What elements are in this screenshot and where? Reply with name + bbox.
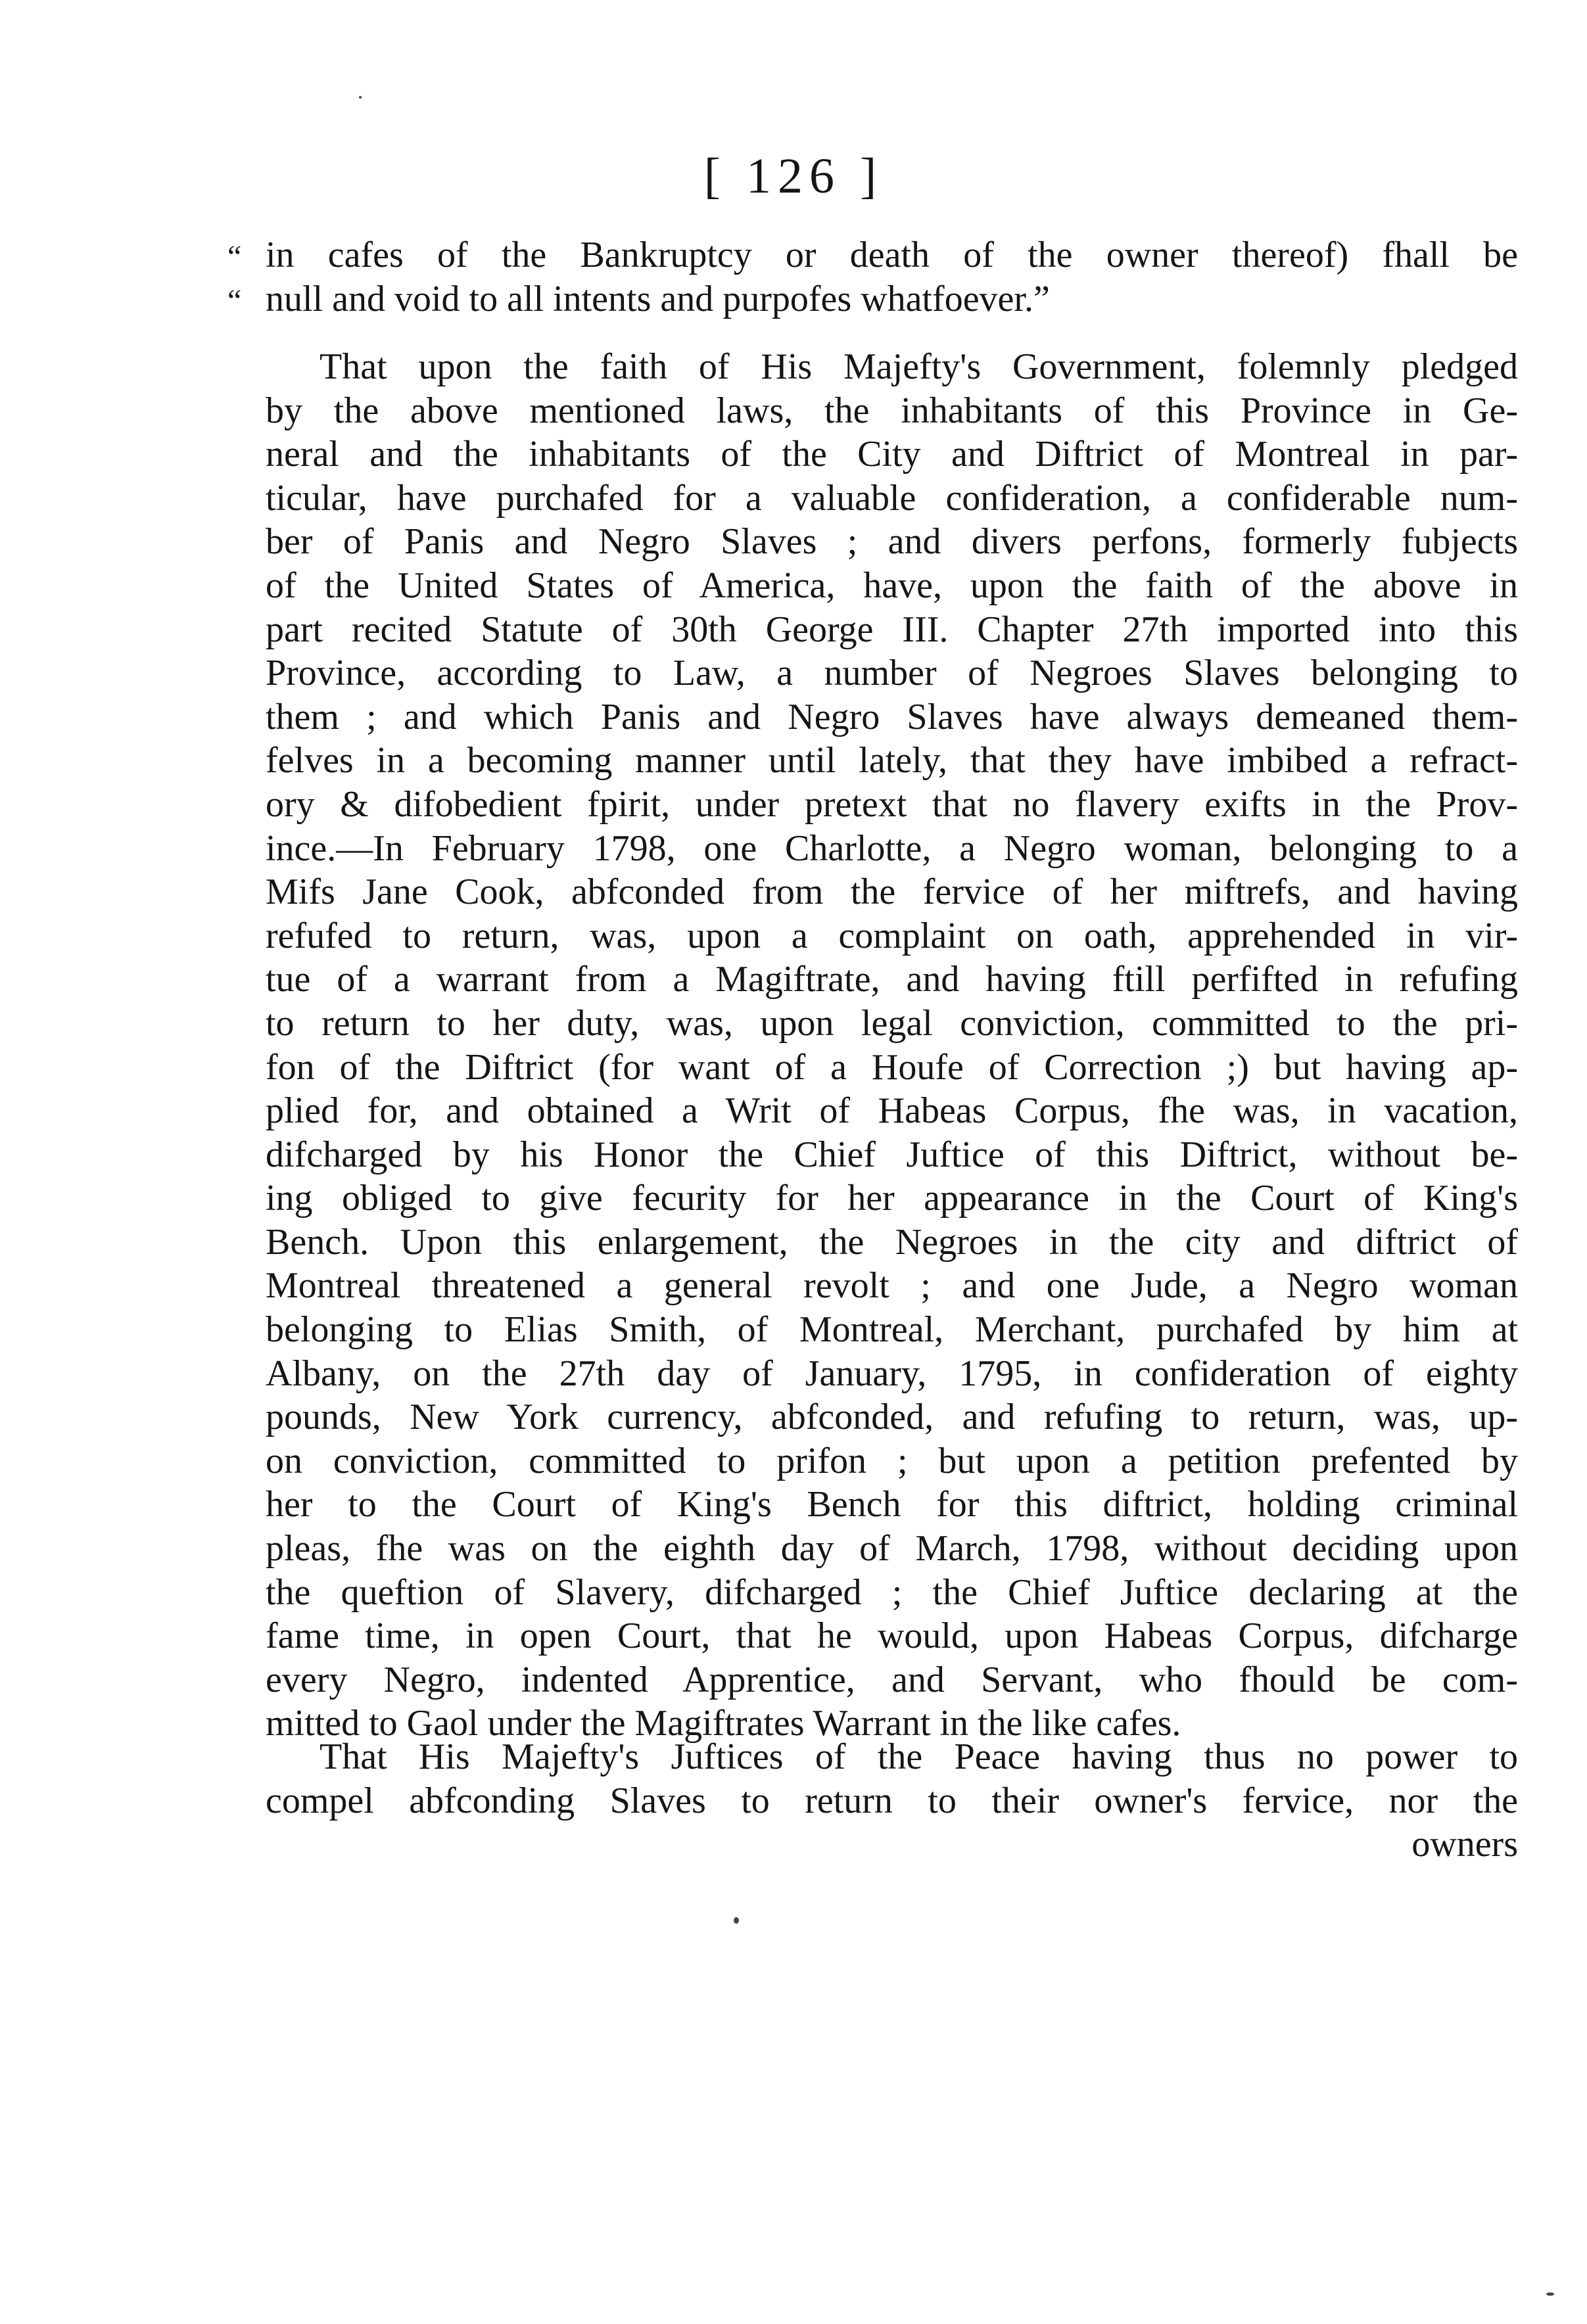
text-line: pounds, New York currency, abfconded, and refufing to return, was, up- — [266, 1397, 1518, 1438]
text-line — [227, 277, 1518, 321]
quote-mark: “ — [227, 283, 242, 318]
text-line: by the above mentioned laws, the inhabitants of this Province in Ge- — [266, 390, 1518, 431]
text-line: plied for, and obtained a Writ of Habeas Corpus, fhe was, in vacation, — [266, 1090, 1518, 1132]
quote-mark: “ — [227, 239, 242, 274]
text-line: ince.—In February 1798, one Charlotte, a Negro woman, belonging to a — [266, 827, 1518, 869]
text-line: belonging to Elias Smith, of Montreal, Merchant, purchafed by him at — [266, 1309, 1518, 1351]
ink-speck — [359, 96, 362, 99]
text-line: ory & difobedient fpirit, under pretext that no flavery exifts in the Prov- — [266, 783, 1518, 825]
text-line: That upon the faith of His Majefty's Government, folemnly pledged — [320, 346, 1518, 387]
text-line: refufed to return, was, upon a complaint on oath, apprehended in vir- — [266, 915, 1518, 956]
text-line: to return to her duty, was, upon legal conviction, committed to the pri- — [266, 1002, 1518, 1044]
text-line: Bench. Upon this enlargement, the Negroes in the city and diftrict of — [266, 1221, 1518, 1263]
text-line: her to the Court of King's Bench for this diftrict, holding criminal — [266, 1484, 1518, 1525]
ink-speck — [734, 1917, 739, 1924]
text-line: neral and the inhabitants of the City and Diftrict of Montreal in par- — [266, 434, 1518, 475]
text-line: part recited Statute of 30th George III. Chapter 27th imported into this — [266, 609, 1518, 650]
text-line: fame time, in open Court, that he would, upon Habeas Corpus, difcharge — [266, 1615, 1518, 1657]
text-line: ing obliged to give fecurity for her appearance in the Court of King's — [266, 1178, 1518, 1219]
text-line: Montreal threatened a general revolt ; and one Jude, a Negro woman — [266, 1265, 1518, 1307]
text-line: pleas, fhe was on the eighth day of March, 1798, without deciding upon — [266, 1528, 1518, 1569]
page-number: [ 126 ] — [703, 149, 884, 204]
text-line: Mifs Jane Cook, abfconded from the fervice of her miftrefs, and having — [266, 872, 1518, 913]
text-line: Province, according to Law, a number of Negroes Slaves belonging to — [266, 653, 1518, 694]
text-line: felves in a becoming manner until lately, that they have imbibed a refract- — [266, 740, 1518, 781]
paragraph-quote-end — [227, 233, 1518, 321]
paragraph-slaves — [266, 345, 1518, 1746]
ink-speck — [1546, 2292, 1554, 2296]
catchword: owners — [1411, 1824, 1518, 1865]
text-line: That His Majefty's Juftices of the Peace having thus no power to — [320, 1736, 1518, 1777]
text-line: mitted to Gaol under the Magiftrates Warrant in the like cafes. — [266, 1703, 1181, 1744]
text-line: every Negro, indented Apprentice, and Servant, who fhould be com- — [266, 1659, 1518, 1700]
text-line: ticular, have purchafed for a valuable confideration, a confiderable num- — [266, 477, 1518, 519]
text-line: compel abfconding Slaves to return to their owner's fervice, nor the — [266, 1780, 1518, 1821]
text-line — [227, 233, 1518, 277]
text-line: difcharged by his Honor the Chief Juftice of this Diftrict, without be- — [266, 1134, 1518, 1175]
line-text: in cafes of the Bankruptcy or death of the owner thereof) fhall be — [266, 235, 1518, 275]
text-line: ber of Panis and Negro Slaves ; and divers perfons, formerly fubjects — [266, 521, 1518, 563]
text-line: of the United States of America, have, upon the faith of the above in — [266, 565, 1518, 606]
text-line: tue of a warrant from a Magiftrate, and having ftill perfifted in refufing — [266, 959, 1518, 1000]
text-line: them ; and which Panis and Negro Slaves have always demeaned them- — [266, 696, 1518, 737]
text-line: on conviction, committed to prifon ; but upon a petition prefented by — [266, 1440, 1518, 1481]
line-text: null and void to all intents and purpofes whatfoever.” — [266, 278, 1050, 319]
paragraph-justices — [266, 1735, 1518, 1867]
text-line: Albany, on the 27th day of January, 1795, in confideration of eighty — [266, 1353, 1518, 1394]
text-line: the queftion of Slavery, difcharged ; the Chief Juftice declaring at the — [266, 1571, 1518, 1613]
text-line: fon of the Diftrict (for want of a Houfe of Correction ;) but having ap- — [266, 1046, 1518, 1088]
